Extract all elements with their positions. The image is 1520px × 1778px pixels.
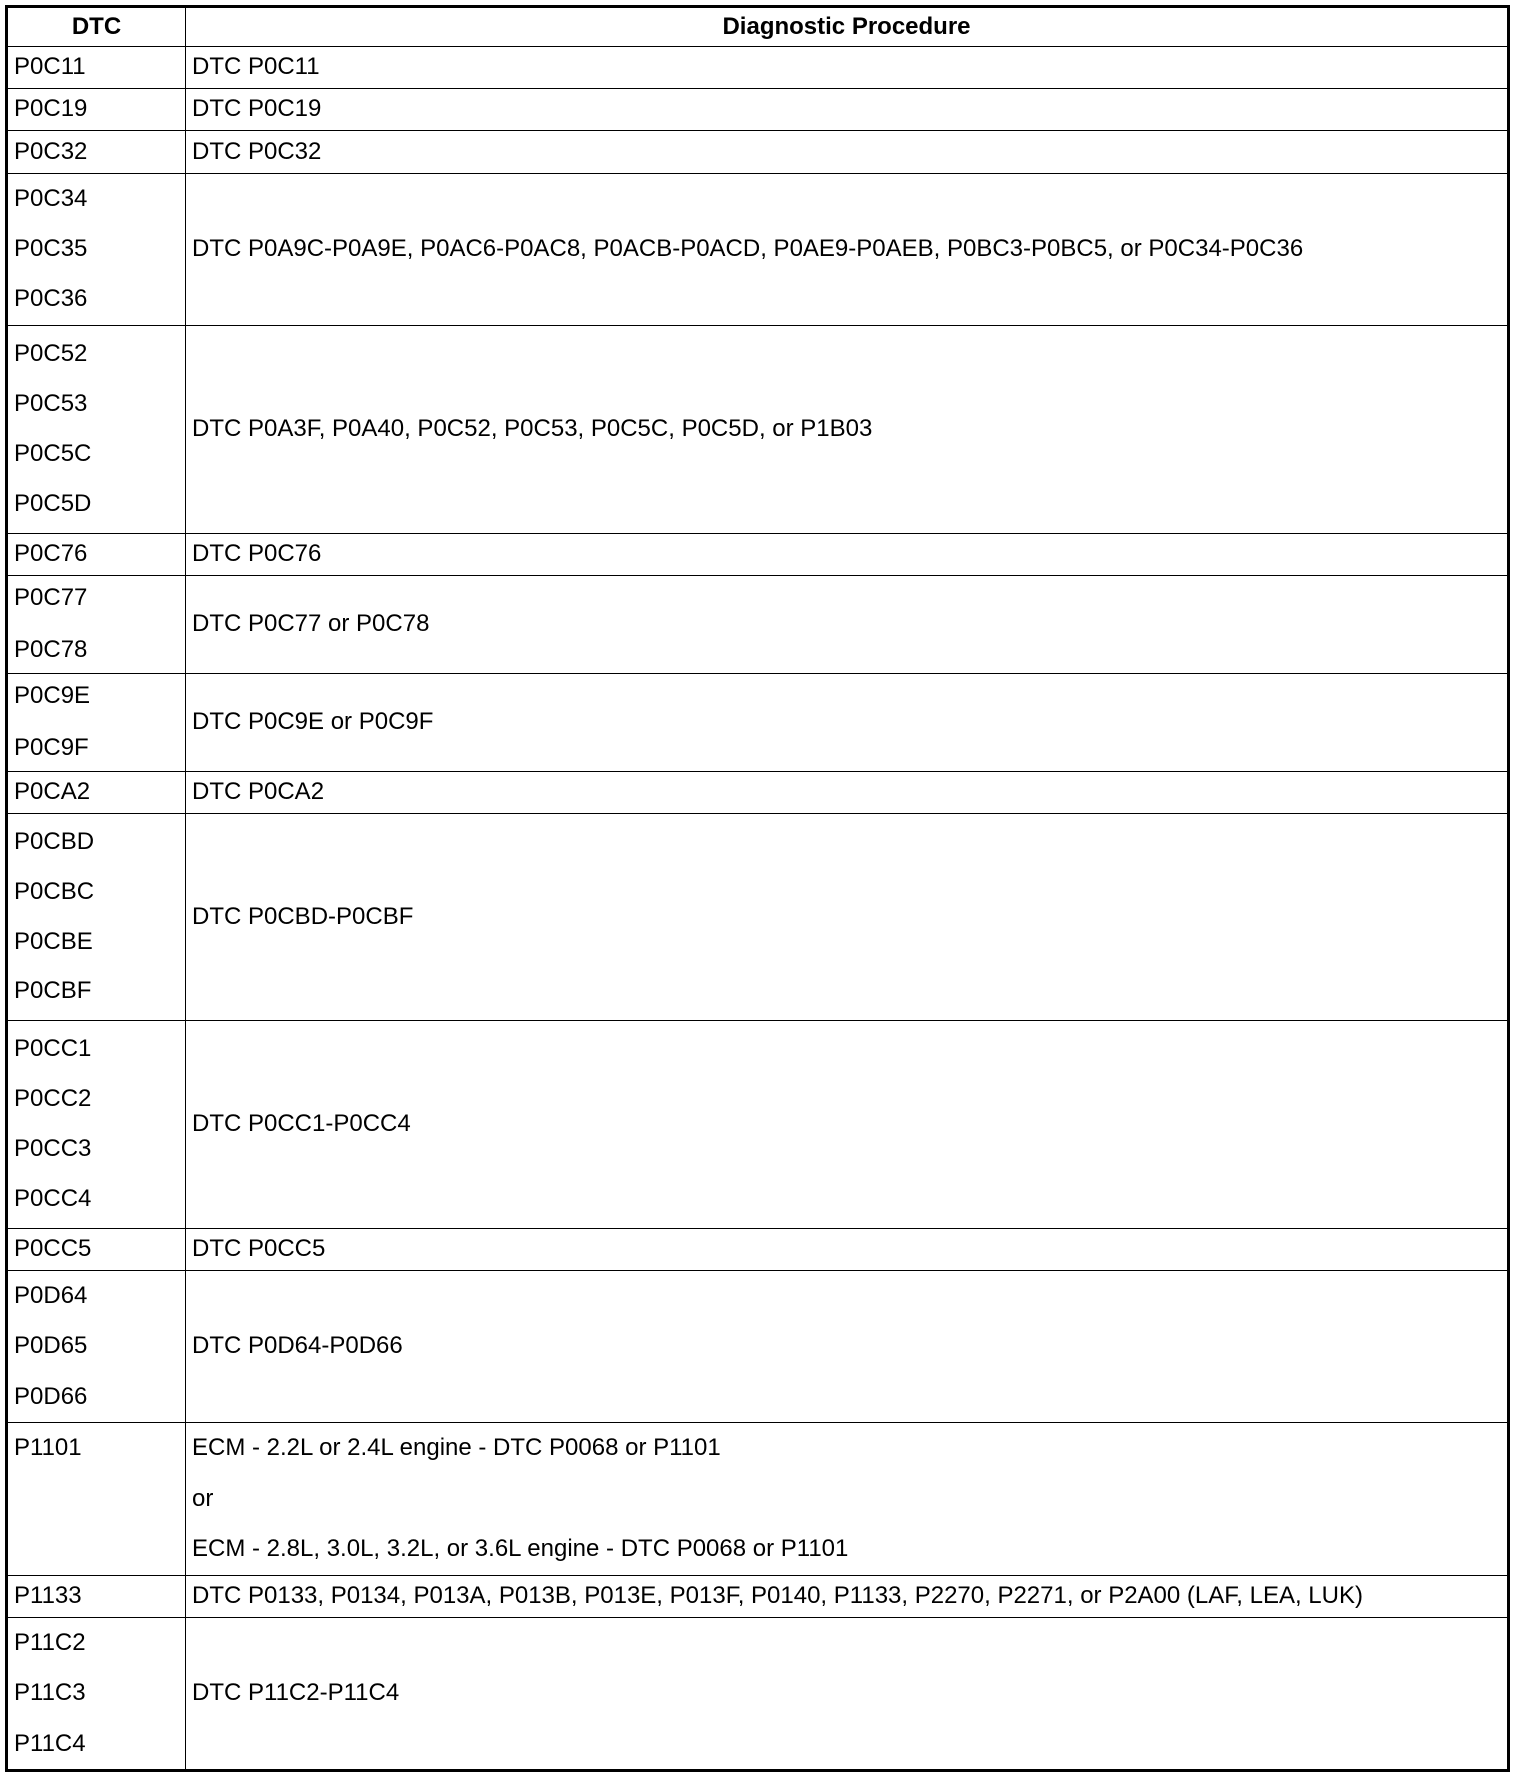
dtc-code: P0D65 <box>14 1332 88 1360</box>
dtc-cell <box>7 131 186 173</box>
dtc-cell <box>7 1270 186 1423</box>
dtc-code: P0CC2 <box>14 1085 92 1113</box>
table-row <box>7 673 1509 771</box>
dtc-table <box>5 5 1510 1772</box>
dtc-code: P0CC4 <box>14 1184 92 1212</box>
table-row <box>7 131 1509 173</box>
dtc-cell <box>7 1021 186 1228</box>
table-row <box>7 1270 1509 1423</box>
dtc-code: P0C52 <box>14 340 88 368</box>
dtc-code: P0C9E <box>14 681 91 709</box>
table-row <box>7 1618 1509 1771</box>
dtc-code: P1133 <box>14 1582 82 1610</box>
procedure-cell <box>186 47 1509 89</box>
dtc-cell <box>7 1576 186 1618</box>
procedure-link[interactable]: DTC P11C2-P11C4 <box>192 1679 400 1707</box>
procedure-cell <box>186 326 1509 533</box>
procedure-cell <box>186 575 1509 673</box>
table-row <box>7 771 1509 813</box>
dtc-code: P0D66 <box>14 1382 88 1410</box>
dtc-cell <box>7 173 186 326</box>
procedure-link[interactable]: DTC P0CBD-P0CBF <box>192 902 414 930</box>
dtc-cell <box>7 1423 186 1576</box>
dtc-cell <box>7 1228 186 1270</box>
table-row <box>7 814 1509 1021</box>
procedure-cell <box>186 1423 1509 1576</box>
procedure-cell <box>186 814 1509 1021</box>
procedure-cell <box>186 173 1509 326</box>
table-row <box>7 1423 1509 1576</box>
dtc-cell <box>7 1618 186 1771</box>
dtc-code: P11C2 <box>14 1628 86 1656</box>
dtc-code: P11C4 <box>14 1729 86 1757</box>
dtc-code: P0C36 <box>14 285 88 313</box>
table-row <box>7 1576 1509 1618</box>
header-procedure: Diagnostic Procedure <box>186 7 1509 47</box>
procedure-cell <box>186 771 1509 813</box>
procedure-line: or <box>192 1484 214 1512</box>
procedure-link[interactable]: DTC P0C19 <box>192 95 322 123</box>
procedure-link[interactable]: DTC P0A3F, P0A40, P0C52, P0C53, P0C5C, P0C5D, or P1B03 <box>192 415 873 443</box>
dtc-code: P0C9F <box>14 733 89 761</box>
dtc-code: P0C34 <box>14 184 88 212</box>
procedure-cell <box>186 1270 1509 1423</box>
procedure-cell <box>186 1228 1509 1270</box>
table-body <box>7 47 1509 1771</box>
dtc-code: P0C5C <box>14 439 92 467</box>
dtc-cell <box>7 326 186 533</box>
dtc-code: P0CBD <box>14 828 95 856</box>
table-row <box>7 47 1509 89</box>
table-row <box>7 1021 1509 1228</box>
table-row <box>7 326 1509 533</box>
procedure-link[interactable]: DTC P0C77 or P0C78 <box>192 609 430 637</box>
procedure-line: ECM - 2.2L or 2.4L engine - DTC P0068 or P1101 <box>192 1434 721 1462</box>
dtc-code: P0C53 <box>14 390 88 418</box>
table-row <box>7 575 1509 673</box>
dtc-code: P0CC3 <box>14 1134 92 1162</box>
dtc-cell <box>7 771 186 813</box>
table-row <box>7 533 1509 575</box>
dtc-code: P0C77 <box>14 583 88 611</box>
procedure-link[interactable]: DTC P0CC1-P0CC4 <box>192 1109 411 1137</box>
procedure-link[interactable]: DTC P0A9C-P0A9E, P0AC6-P0AC8, P0ACB-P0ACD, P0AE9-P0AEB, P0BC3-P0BC5, or P0C34-P0C36 <box>192 235 1304 263</box>
procedure-link[interactable]: DTC P0CA2 <box>192 778 325 805</box>
dtc-code: P0CA2 <box>14 778 91 805</box>
procedure-link[interactable]: DTC P0C11 <box>192 53 320 81</box>
dtc-code: P0CC1 <box>14 1035 92 1063</box>
dtc-code: P0C11 <box>14 53 86 81</box>
dtc-cell <box>7 673 186 771</box>
dtc-cell <box>7 533 186 575</box>
procedure-link[interactable]: DTC P0D64-P0D66 <box>192 1332 403 1360</box>
procedure-cell <box>186 673 1509 771</box>
header-dtc: DTC <box>7 7 186 47</box>
procedure-cell <box>186 89 1509 131</box>
procedure-cell <box>186 533 1509 575</box>
dtc-code: P0CBE <box>14 927 93 955</box>
procedure-link[interactable]: DTC P0C9E or P0C9F <box>192 707 434 735</box>
procedure-cell <box>186 1021 1509 1228</box>
dtc-code: P0C32 <box>14 137 88 165</box>
procedure-cell <box>186 1576 1509 1618</box>
dtc-cell <box>7 575 186 673</box>
dtc-code: P0C78 <box>14 636 88 663</box>
dtc-code: P0D64 <box>14 1281 88 1309</box>
dtc-code: P0C19 <box>14 95 88 123</box>
dtc-code: P0C76 <box>14 539 88 567</box>
header-row <box>7 7 1509 47</box>
table-row <box>7 89 1509 131</box>
dtc-code: P0C5D <box>14 489 92 517</box>
procedure-cell <box>186 1618 1509 1771</box>
table-row <box>7 173 1509 326</box>
dtc-cell <box>7 89 186 131</box>
dtc-cell <box>7 47 186 89</box>
dtc-code: P1101 <box>14 1434 82 1462</box>
procedure-link[interactable]: DTC P0C32 <box>192 137 322 165</box>
procedure-link[interactable]: DTC P0C76 <box>192 539 322 567</box>
procedure-cell <box>186 131 1509 173</box>
dtc-code: P0CC5 <box>14 1234 92 1262</box>
dtc-code: P0C35 <box>14 235 88 263</box>
table-row <box>7 1228 1509 1270</box>
dtc-cell <box>7 814 186 1021</box>
procedure-link[interactable]: DTC P0CC5 <box>192 1234 326 1262</box>
dtc-code: P11C3 <box>14 1679 86 1707</box>
dtc-code: P0CBF <box>14 977 92 1005</box>
procedure-link[interactable]: DTC P0133, P0134, P013A, P013B, P013E, P013F, P0140, P1133, P2270, P2271, or P2A00 (LAF, LEA, LUK) <box>192 1582 1363 1610</box>
dtc-code: P0CBC <box>14 877 95 905</box>
procedure-line: ECM - 2.8L, 3.0L, 3.2L, or 3.6L engine - DTC P0068 or P1101 <box>192 1535 849 1563</box>
